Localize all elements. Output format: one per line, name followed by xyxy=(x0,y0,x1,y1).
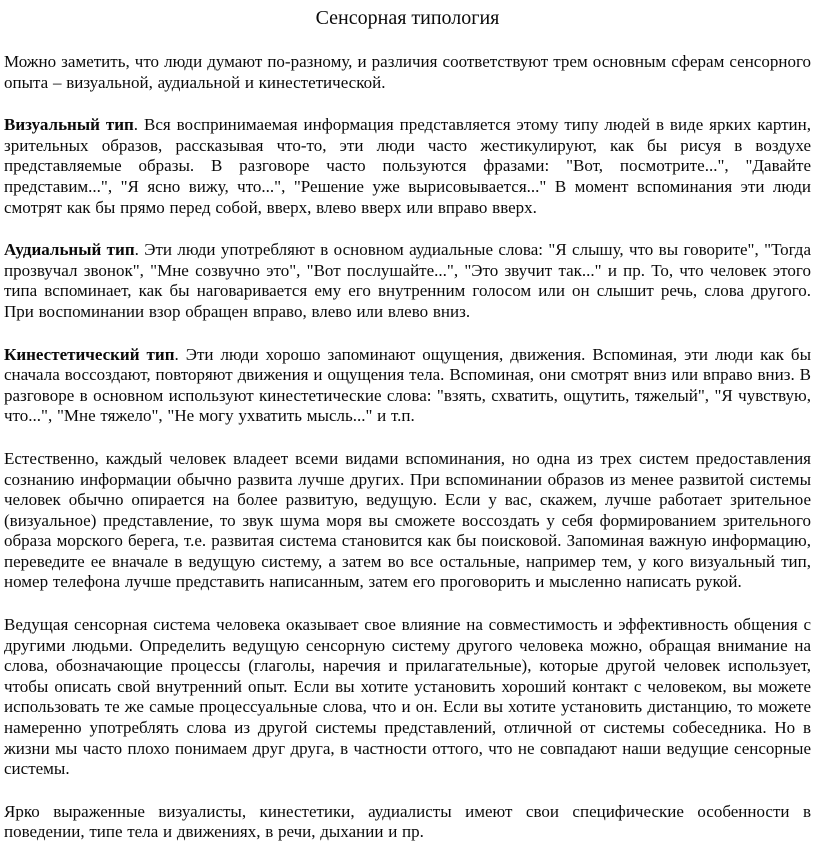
paragraph-text: Можно заметить, что люди думают по-разному, и различия соответствуют трем основным сферам сенсорного опыта – визуальной, аудиальной и кинестетической. xyxy=(4,52,811,92)
paragraph-text: . Вся воспринимаемая информация представляется этому типу людей в виде ярких картин, зрительных образов, рассказывая что-то, эти люди часто жестикулируют, как бы рисуя в воздухе представляемые образы. В разговоре часто пользуются фразами: "Вот, посмотрите...", "Давайте представим...", "Я ясно вижу, что...", "Решение уже вырисовывается..." В момент вспоминания эти люди смотрят как бы прямо перед собой, вверх, влево вверх или вправо вверх. xyxy=(4,115,811,217)
paragraph-lead-audial-type: Аудиальный тип xyxy=(4,240,135,260)
paragraph-visual-type xyxy=(4,115,811,218)
paragraph-leading-system xyxy=(4,449,811,593)
paragraph-conclusion xyxy=(4,802,811,843)
paragraph-audial-type xyxy=(4,240,811,322)
paragraph-communication xyxy=(4,615,811,780)
paragraph-text: Ведущая сенсорная система человека оказывает свое влияние на совместимость и эффективность общения с другими людьми. Определить ведущую сенсорную систему другого человека можно, обращая внимание на слова, обозначающие процессы (глаголы, наречия и прилагательные), которые другой человек использует, чтобы описать свой внутренний опыт. Если вы хотите установить хороший контакт с человеком, вы можете использовать те же самые процессуальные слова, что и он. Если вы хотите установить дистанцию, то можете намеренно употреблять слова из другой системы представлений, отличной от системы собеседника. Но в жизни мы часто плохо понимаем друг друга, в частности оттого, что не совпадают наши ведущие сенсорные системы. xyxy=(4,615,811,779)
paragraph-text: Ярко выраженные визуалисты, кинестетики, аудиалисты имеют свои специфические особенности в поведении, типе тела и движениях, в речи, дыхании и пр. xyxy=(4,801,811,842)
paragraph-text: Естественно, каждый человек владеет всеми видами вспоминания, но одна из трех систем предоставления сознанию информации обычно развита лучше других. При вспоминании образов из менее развитой системы человек обычно опирается на более развитую, ведущую. Если у вас, скажем, лучше работает зрительное (визуальное) представление, то звук шума моря вы сможете воссоздать у себя формированием зрительного образа морского берега, т.е. развитая система становится как бы поисковой. Запоминая важную информацию, переведите ее вначале в ведущую систему, а затем во все остальные, например тем, у кого визуальный тип, номер телефона лучше представить написанным, затем его проговорить и мысленно написать рукой. xyxy=(4,448,811,592)
paragraph-text: . Эти люди употребляют в основном аудиальные слова: "Я слышу, что вы говорите", "Тогда прозвучал звонок", "Мне созвучно это", "Вот послушайте...", "Это звучит так..." и пр. То, что человек этого типа вспоминает, как бы наговаривается ему его внутренним голосом или он слышит речь, слова другого. При воспоминании взор обращен вправо, влево или влево вниз. xyxy=(4,240,811,321)
paragraph-kinesthetic-type xyxy=(4,345,811,427)
paragraph-lead-visual-type: Визуальный тип xyxy=(4,115,134,135)
paragraph-text: . Эти люди хорошо запоминают ощущения, движения. Вспоминая, эти люди как бы сначала воссоздают, повторяют движения и ощущения тела. Вспоминая, они смотрят вниз или вправо вниз. В разговоре в основном используют кинестетические слова: "взять, схватить, ощутить, тяжелый", "Я чувствую, что...", "Мне тяжело", "Не могу ухватить мысль..." и т.п. xyxy=(4,344,811,426)
paragraph-intro xyxy=(4,52,811,93)
document-title: Сенсорная типология xyxy=(315,7,500,29)
paragraph-lead-kinesthetic-type: Кинестетический тип xyxy=(4,344,175,364)
